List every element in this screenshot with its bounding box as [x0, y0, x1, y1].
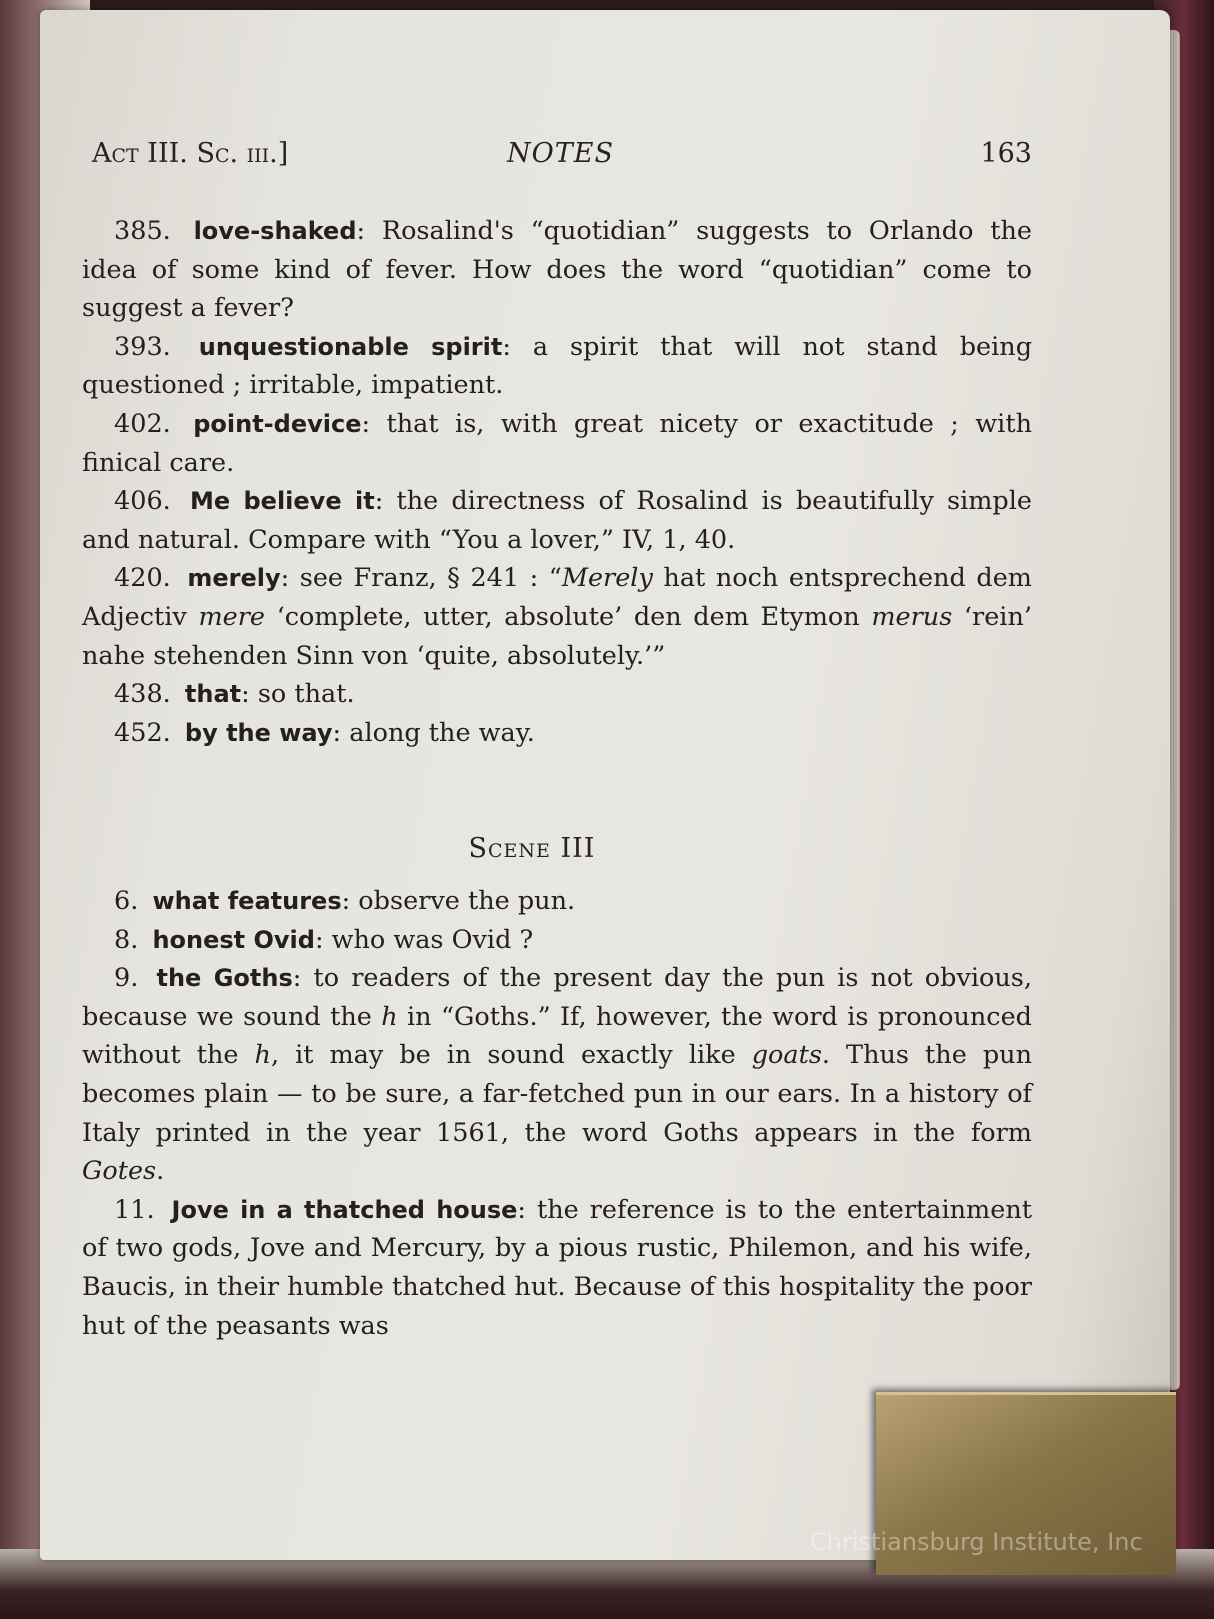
note-text: hat noch entsprechend dem Adjectiv — [82, 563, 1032, 632]
note-number: 452. — [114, 717, 171, 748]
note-text: ‘complete, utter, absolute’ den dem Etymon — [265, 601, 872, 632]
note-6 — [82, 882, 1032, 921]
note-438 — [82, 675, 1032, 714]
note-text: : Rosalind's “quotidian” suggests to Orlando the idea of some kind of fever. How does the word “quotidian” come to suggest a fever? — [82, 216, 1032, 324]
note-text: in “Goths.” If, however, the word is pronounced without the — [82, 1001, 1032, 1071]
note-italic: merus — [871, 601, 953, 632]
running-header — [92, 138, 1032, 178]
note-text: , it may be in sound exactly like — [270, 1040, 752, 1071]
note-number: 8. — [114, 924, 139, 955]
note-term: by the way — [184, 718, 333, 747]
note-text: . — [156, 1156, 165, 1187]
note-term: point-device — [193, 409, 362, 438]
note-number: 420. — [114, 563, 171, 594]
note-italic: h — [381, 1001, 398, 1032]
note-term: merely — [187, 564, 281, 593]
note-italic: Gotes — [82, 1156, 157, 1187]
note-text: : to readers of the present day the pun is not obvious, because we sound the — [82, 963, 1032, 1032]
note-text: : the reference is to the entertainment of two gods, Jove and Mercury, by a pious rustic, Philemon, and his wife, Baucis, in their humble thatched hut. Because of this hospitality the poor hut of the peasants was — [82, 1194, 1032, 1341]
note-text: . Thus the pun becomes plain — to be sure, a far-fetched pun in our ears. In a history of Italy printed in the year 1561, the word Goths appears in the form — [82, 1040, 1032, 1148]
note-text: : observe the pun. — [341, 886, 576, 916]
note-italic: mere — [198, 601, 265, 632]
note-393 — [82, 328, 1032, 405]
note-text: ‘rein’ nahe stehenden Sinn von ‘quite, absolutely.’” — [82, 601, 1032, 671]
note-number: 11. — [114, 1194, 155, 1225]
note-term: Jove in a thatched house — [171, 1195, 518, 1224]
note-term: Me believe it — [189, 487, 375, 516]
header-title: NOTES — [507, 138, 614, 169]
notes-section-1 — [82, 212, 1032, 752]
note-italic: Merely — [561, 563, 653, 594]
note-term: unquestionable spirit — [198, 332, 503, 361]
note-italic: h — [254, 1040, 271, 1071]
note-text: : see Franz, § 241 : “ — [280, 563, 562, 594]
note-452 — [82, 714, 1032, 753]
note-11 — [82, 1191, 1032, 1345]
note-number: 9. — [114, 963, 139, 994]
note-385 — [82, 212, 1032, 328]
note-406 — [82, 482, 1032, 559]
note-text: : so that. — [241, 679, 355, 710]
note-text: : the directness of Rosalind is beautifully simple and natural. Compare with “You a lover,” IV, 1, 40. — [82, 486, 1032, 555]
note-term: love-shaked — [193, 217, 357, 245]
note-9 — [82, 959, 1032, 1191]
note-8 — [82, 921, 1032, 960]
scene-heading: Scene III — [468, 833, 596, 864]
watermark: Christiansburg Institute, Inc — [810, 1528, 1143, 1556]
note-text: : who was Ovid ? — [314, 924, 534, 955]
note-402 — [82, 405, 1032, 482]
note-term: the Goths — [156, 964, 293, 993]
note-text: : a spirit that will not stand being questioned ; irritable, impatient. — [82, 331, 1033, 401]
note-number: 402. — [114, 408, 171, 439]
note-number: 438. — [114, 679, 171, 710]
header-act-scene: Act III. Sc. iii.] — [92, 138, 289, 169]
note-number: 6. — [114, 886, 139, 916]
note-number: 393. — [114, 331, 171, 362]
note-italic: goats — [751, 1040, 822, 1071]
note-420 — [82, 559, 1032, 675]
note-term: honest Ovid — [152, 925, 315, 954]
page-number: 163 — [980, 138, 1032, 169]
note-text: : along the way. — [332, 717, 535, 748]
note-number: 406. — [114, 486, 171, 517]
note-term: that — [184, 680, 242, 709]
note-term: what features — [152, 887, 342, 915]
note-text: : that is, with great nicety or exactitude ; with finical care. — [82, 408, 1032, 478]
note-number: 385. — [114, 216, 171, 246]
notes-section-2 — [82, 882, 1032, 1345]
